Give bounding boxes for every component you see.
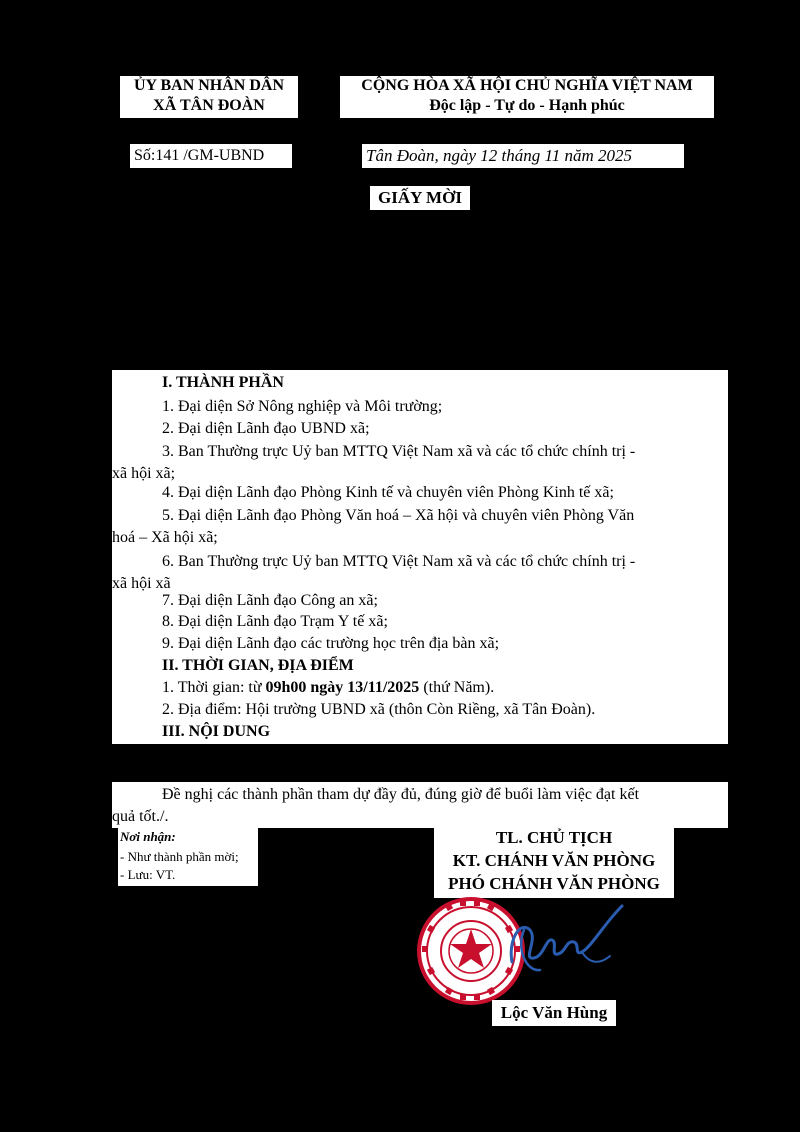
section-heading-time-venue: II. THỜI GIAN, ĐỊA ĐIỂM (162, 657, 354, 674)
participant-item: 8. Đại diện Lãnh đạo Trạm Y tế xã; (162, 613, 388, 630)
participant-item: 3. Ban Thường trực Uỷ ban MTTQ Việt Nam xã và các tổ chức chính trị - (162, 443, 636, 460)
motto-line-2: Độc lập - Tự do - Hạnh phúc (429, 97, 625, 114)
recipients-label: Nơi nhận: (120, 829, 176, 844)
issuer-line-1: ỦY BAN NHÂN DÂN (133, 77, 285, 94)
participant-item: 2. Đại diện Lãnh đạo UBND xã; (162, 420, 370, 437)
document-title: GIẤY MỜI (370, 186, 470, 210)
participant-item-continuation: hoá – Xã hội xã; (112, 529, 218, 546)
recipient-item: - Lưu: VT. (120, 867, 176, 882)
closing-line-2: quả tốt./. (112, 808, 169, 825)
meeting-time-suffix: (thứ Năm). (419, 679, 495, 696)
meeting-time-prefix: 1. Thời gian: từ (162, 679, 266, 696)
participant-item: 5. Đại diện Lãnh đạo Phòng Văn hoá – Xã hội và chuyên viên Phòng Văn (162, 507, 635, 524)
closing-request (112, 782, 728, 828)
signature-title-line-3: PHÓ CHÁNH VĂN PHÒNG (448, 874, 660, 893)
section-heading-content: III. NỘI DUNG (162, 723, 271, 740)
participant-item: 4. Đại diện Lãnh đạo Phòng Kinh tế và chuyên viên Phòng Kinh tế xã; (162, 484, 614, 501)
signer-name: Lộc Văn Hùng (492, 1000, 616, 1026)
body-content (112, 370, 728, 744)
signature-title (434, 826, 674, 898)
meeting-time-value: 09h00 ngày 13/11/2025 (265, 679, 420, 696)
participant-item-continuation: xã hội xã; (112, 465, 176, 482)
participant-item: 9. Đại diện Lãnh đạo các trường học trên địa bàn xã; (162, 635, 500, 652)
participant-item: 7. Đại diện Lãnh đạo Công an xã; (162, 592, 378, 609)
recipients-block (118, 828, 258, 886)
recipient-item: - Như thành phần mời; (120, 849, 239, 864)
section-heading-participants: I. THÀNH PHẦN (162, 374, 284, 391)
document-date: Tân Đoàn, ngày 12 tháng 11 năm 2025 (362, 144, 684, 168)
handwritten-signature-icon (500, 900, 630, 980)
participant-item-continuation: xã hội xã (112, 575, 171, 592)
participant-item: 6. Ban Thường trực Uỷ ban MTTQ Việt Nam xã và các tổ chức chính trị - (162, 553, 636, 570)
document-number: Số:141 /GM-UBND (130, 144, 292, 168)
signature-title-line-1: TL. CHỦ TỊCH (495, 828, 613, 847)
issuer-line-2: XÃ TÂN ĐOÀN (153, 97, 265, 114)
meeting-time (112, 677, 494, 699)
motto-line-1: CỘNG HÒA XÃ HỘI CHỦ NGHĨA VIỆT NAM (361, 77, 693, 94)
issuing-authority (120, 76, 298, 118)
participant-item: 1. Đại diện Sở Nông nghiệp và Môi trường; (162, 398, 443, 415)
national-motto (340, 76, 714, 118)
meeting-venue: 2. Địa điểm: Hội trường UBND xã (thôn Còn Riềng, xã Tân Đoàn). (162, 701, 596, 718)
signature-title-line-2: KT. CHÁNH VĂN PHÒNG (452, 851, 656, 870)
closing-line-1: Đề nghị các thành phần tham dự đầy đủ, đúng giờ để buổi làm việc đạt kết (162, 786, 640, 803)
